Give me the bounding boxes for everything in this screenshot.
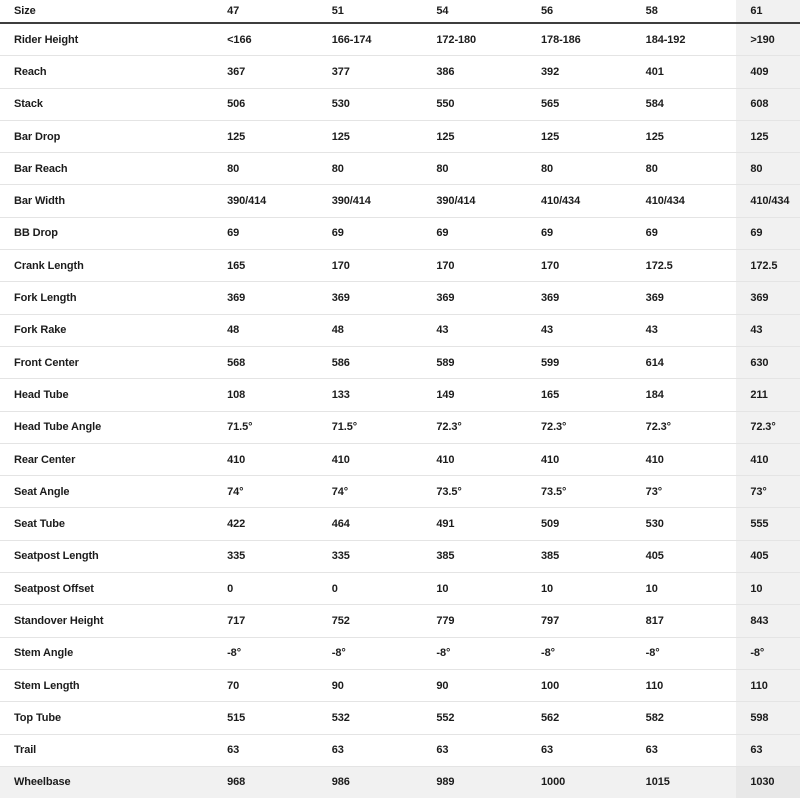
- row-label: Rear Center: [0, 443, 213, 475]
- row-label: BB Drop: [0, 217, 213, 249]
- table-cell: 552: [422, 702, 527, 734]
- table-cell: 422: [213, 508, 318, 540]
- row-label: Crank Length: [0, 250, 213, 282]
- table-cell: 589: [422, 346, 527, 378]
- table-cell: 43: [632, 314, 737, 346]
- table-cell: -8°: [736, 637, 800, 669]
- table-cell: 170: [318, 250, 423, 282]
- table-cell: 779: [422, 605, 527, 637]
- table-cell: 73°: [632, 476, 737, 508]
- table-cell: 63: [422, 734, 527, 766]
- table-cell: 73°: [736, 476, 800, 508]
- table-row: [0, 766, 800, 798]
- table-cell: 752: [318, 605, 423, 637]
- table-cell: 335: [318, 540, 423, 572]
- table-cell: 506: [213, 88, 318, 120]
- table-cell: 72.3°: [422, 411, 527, 443]
- table-cell: 509: [527, 508, 632, 540]
- column-header-51: 51: [318, 0, 423, 23]
- table-cell: 43: [527, 314, 632, 346]
- column-header-size: Size: [0, 0, 213, 23]
- table-cell: 405: [736, 540, 800, 572]
- table-cell: 599: [527, 346, 632, 378]
- row-label: Reach: [0, 56, 213, 88]
- table-cell: 74°: [213, 476, 318, 508]
- table-cell: 582: [632, 702, 737, 734]
- table-row: [0, 476, 800, 508]
- table-cell: 170: [527, 250, 632, 282]
- table-cell: 125: [632, 120, 737, 152]
- table-cell: 63: [632, 734, 737, 766]
- table-cell: <166: [227, 33, 252, 46]
- table-cell: 515: [213, 702, 318, 734]
- table-row: [0, 540, 800, 572]
- table-cell: 170: [422, 250, 527, 282]
- table-cell: 369: [527, 282, 632, 314]
- table-cell: 630: [736, 346, 800, 378]
- table-cell: 133: [318, 379, 423, 411]
- table-cell: 410: [422, 443, 527, 475]
- table-cell: 184-192: [645, 33, 686, 46]
- table-cell: 80: [736, 153, 800, 185]
- row-label: Trail: [0, 734, 213, 766]
- table-cell: 369: [632, 282, 737, 314]
- table-cell: 550: [422, 88, 527, 120]
- table-cell: 584: [632, 88, 737, 120]
- table-cell: 80: [632, 153, 737, 185]
- table-row: [0, 250, 800, 282]
- table-row: [0, 56, 800, 88]
- row-label: Front Center: [0, 346, 213, 378]
- table-cell: 73.5°: [422, 476, 527, 508]
- table-cell: 0: [318, 573, 423, 605]
- table-cell: 71.5°: [318, 411, 423, 443]
- table-cell: 614: [632, 346, 737, 378]
- table-cell: 172.5: [736, 250, 800, 282]
- table-cell: 843: [736, 605, 800, 637]
- table-cell: -8°: [632, 637, 737, 669]
- table-cell: 1000: [527, 766, 632, 798]
- table-cell: 63: [527, 734, 632, 766]
- table-cell: 63: [318, 734, 423, 766]
- table-cell: 491: [422, 508, 527, 540]
- table-cell: 125: [213, 120, 318, 152]
- table-cell: 392: [527, 56, 632, 88]
- table-row: [0, 120, 800, 152]
- row-label: Rider Height: [14, 33, 79, 46]
- table-cell: 530: [632, 508, 737, 540]
- row-label: Bar Reach: [0, 153, 213, 185]
- table-row: [0, 411, 800, 443]
- table-cell: 48: [318, 314, 423, 346]
- table-cell: 125: [318, 120, 423, 152]
- table-cell: 100: [527, 669, 632, 701]
- table-cell: 410: [632, 443, 737, 475]
- table-cell: 367: [213, 56, 318, 88]
- row-label: Head Tube: [0, 379, 213, 411]
- table-cell: -8°: [318, 637, 423, 669]
- column-header-56: 56: [527, 0, 632, 23]
- table-cell: 149: [422, 379, 527, 411]
- table-row: [0, 153, 800, 185]
- table-row: [0, 217, 800, 249]
- table-cell: 410: [527, 443, 632, 475]
- table-cell: 989: [422, 766, 527, 798]
- table-cell: 80: [422, 153, 527, 185]
- column-header-58: 58: [632, 0, 737, 23]
- table-cell: 598: [736, 702, 800, 734]
- table-row: [0, 573, 800, 605]
- table-cell: 80: [318, 153, 423, 185]
- table-cell: 410: [318, 443, 423, 475]
- table-cell: 568: [213, 346, 318, 378]
- table-cell: 48: [213, 314, 318, 346]
- table-cell: 390/414: [213, 185, 318, 217]
- row-label: Seat Tube: [0, 508, 213, 540]
- table-cell: 72.3°: [632, 411, 737, 443]
- table-cell: 817: [632, 605, 737, 637]
- table-cell: 184: [632, 379, 737, 411]
- header-row: [0, 0, 800, 23]
- table-cell: 125: [736, 120, 800, 152]
- table-cell: 10: [422, 573, 527, 605]
- table-cell: 0: [213, 573, 318, 605]
- table-row: [0, 185, 800, 217]
- table-cell: 125: [527, 120, 632, 152]
- table-cell: 69: [213, 217, 318, 249]
- table-cell: 410/434: [736, 185, 800, 217]
- table-cell: 410/434: [527, 185, 632, 217]
- table-row: [0, 314, 800, 346]
- row-label: Seatpost Length: [0, 540, 213, 572]
- table-cell: 178-186: [541, 33, 581, 46]
- table-cell: 968: [213, 766, 318, 798]
- table-cell: 369: [422, 282, 527, 314]
- table-cell: 390/414: [422, 185, 527, 217]
- table-cell: >190: [736, 23, 800, 56]
- table-row: [0, 379, 800, 411]
- column-header-47: 47: [213, 0, 318, 23]
- table-row: [0, 605, 800, 637]
- table-cell: 72.3°: [527, 411, 632, 443]
- row-label: Standover Height: [0, 605, 213, 637]
- table-cell: 70: [213, 669, 318, 701]
- table-cell: 125: [422, 120, 527, 152]
- table-cell: 69: [422, 217, 527, 249]
- table-cell: 369: [213, 282, 318, 314]
- table-cell: 586: [318, 346, 423, 378]
- table-cell: 73.5°: [527, 476, 632, 508]
- table-cell: 717: [213, 605, 318, 637]
- table-body: [0, 23, 800, 798]
- row-label: Stem Length: [0, 669, 213, 701]
- table-row: [0, 346, 800, 378]
- row-label: Head Tube Angle: [0, 411, 213, 443]
- table-cell: 410: [213, 443, 318, 475]
- table-row: [0, 702, 800, 734]
- column-header-54: 54: [422, 0, 527, 23]
- table-cell: 69: [527, 217, 632, 249]
- table-cell: 74°: [318, 476, 423, 508]
- table-cell: 166-174: [331, 33, 372, 46]
- table-cell: 63: [213, 734, 318, 766]
- table-cell: 110: [632, 669, 737, 701]
- table-row: [0, 669, 800, 701]
- table-row: [0, 508, 800, 540]
- table-cell: 69: [318, 217, 423, 249]
- table-cell: 532: [318, 702, 423, 734]
- column-header-61: 61: [736, 0, 800, 23]
- table-cell: 1030: [736, 766, 800, 798]
- table-cell: 72.3°: [736, 411, 800, 443]
- table-row: [0, 23, 800, 56]
- table-cell: -8°: [527, 637, 632, 669]
- table-cell: 401: [632, 56, 737, 88]
- table-cell: 69: [632, 217, 737, 249]
- table-cell: 43: [736, 314, 800, 346]
- row-label: Top Tube: [0, 702, 213, 734]
- table-cell: 385: [422, 540, 527, 572]
- table-cell: 172.5: [632, 250, 737, 282]
- table-cell: 410: [736, 443, 800, 475]
- table-cell: 69: [736, 217, 800, 249]
- table-cell: 165: [213, 250, 318, 282]
- table-cell: 108: [213, 379, 318, 411]
- table-cell: 10: [527, 573, 632, 605]
- table-cell: 110: [736, 669, 800, 701]
- table-cell: 986: [318, 766, 423, 798]
- table-cell: -8°: [422, 637, 527, 669]
- row-label: Bar Width: [0, 185, 213, 217]
- row-label: Fork Rake: [0, 314, 213, 346]
- table-cell: 43: [422, 314, 527, 346]
- table-cell: 377: [318, 56, 423, 88]
- table-cell: 90: [318, 669, 423, 701]
- table-cell: 80: [527, 153, 632, 185]
- table-row: [0, 734, 800, 766]
- table-cell: 608: [736, 88, 800, 120]
- row-label: Seatpost Offset: [0, 573, 213, 605]
- table-cell: 385: [527, 540, 632, 572]
- table-cell: 562: [527, 702, 632, 734]
- table-cell: 369: [318, 282, 423, 314]
- table-cell: 464: [318, 508, 423, 540]
- table-cell: 565: [527, 88, 632, 120]
- row-label: Fork Length: [0, 282, 213, 314]
- row-label: Seat Angle: [0, 476, 213, 508]
- table-row: [0, 282, 800, 314]
- table-cell: 1015: [632, 766, 737, 798]
- row-label: Bar Drop: [0, 120, 213, 152]
- table-cell: 172-180: [436, 33, 477, 46]
- table-cell: 386: [422, 56, 527, 88]
- table-cell: 369: [736, 282, 800, 314]
- table-cell: 410/434: [632, 185, 737, 217]
- table-cell: 10: [632, 573, 737, 605]
- table-cell: 555: [736, 508, 800, 540]
- table-cell: -8°: [213, 637, 318, 669]
- table-cell: 63: [736, 734, 800, 766]
- table-cell: 71.5°: [213, 411, 318, 443]
- table-cell: 80: [213, 153, 318, 185]
- table-row: [0, 637, 800, 669]
- table-cell: 335: [213, 540, 318, 572]
- table-cell: 10: [736, 573, 800, 605]
- row-label: Stack: [0, 88, 213, 120]
- table-cell: 405: [632, 540, 737, 572]
- table-cell: 390/414: [318, 185, 423, 217]
- table-cell: 409: [736, 56, 800, 88]
- row-label: Wheelbase: [0, 766, 213, 798]
- table-cell: 90: [422, 669, 527, 701]
- table-cell: 530: [318, 88, 423, 120]
- table-cell: 211: [736, 379, 800, 411]
- table-cell: 797: [527, 605, 632, 637]
- row-label: Stem Angle: [0, 637, 213, 669]
- table-row: [0, 88, 800, 120]
- table-row: [0, 443, 800, 475]
- table-cell: 165: [527, 379, 632, 411]
